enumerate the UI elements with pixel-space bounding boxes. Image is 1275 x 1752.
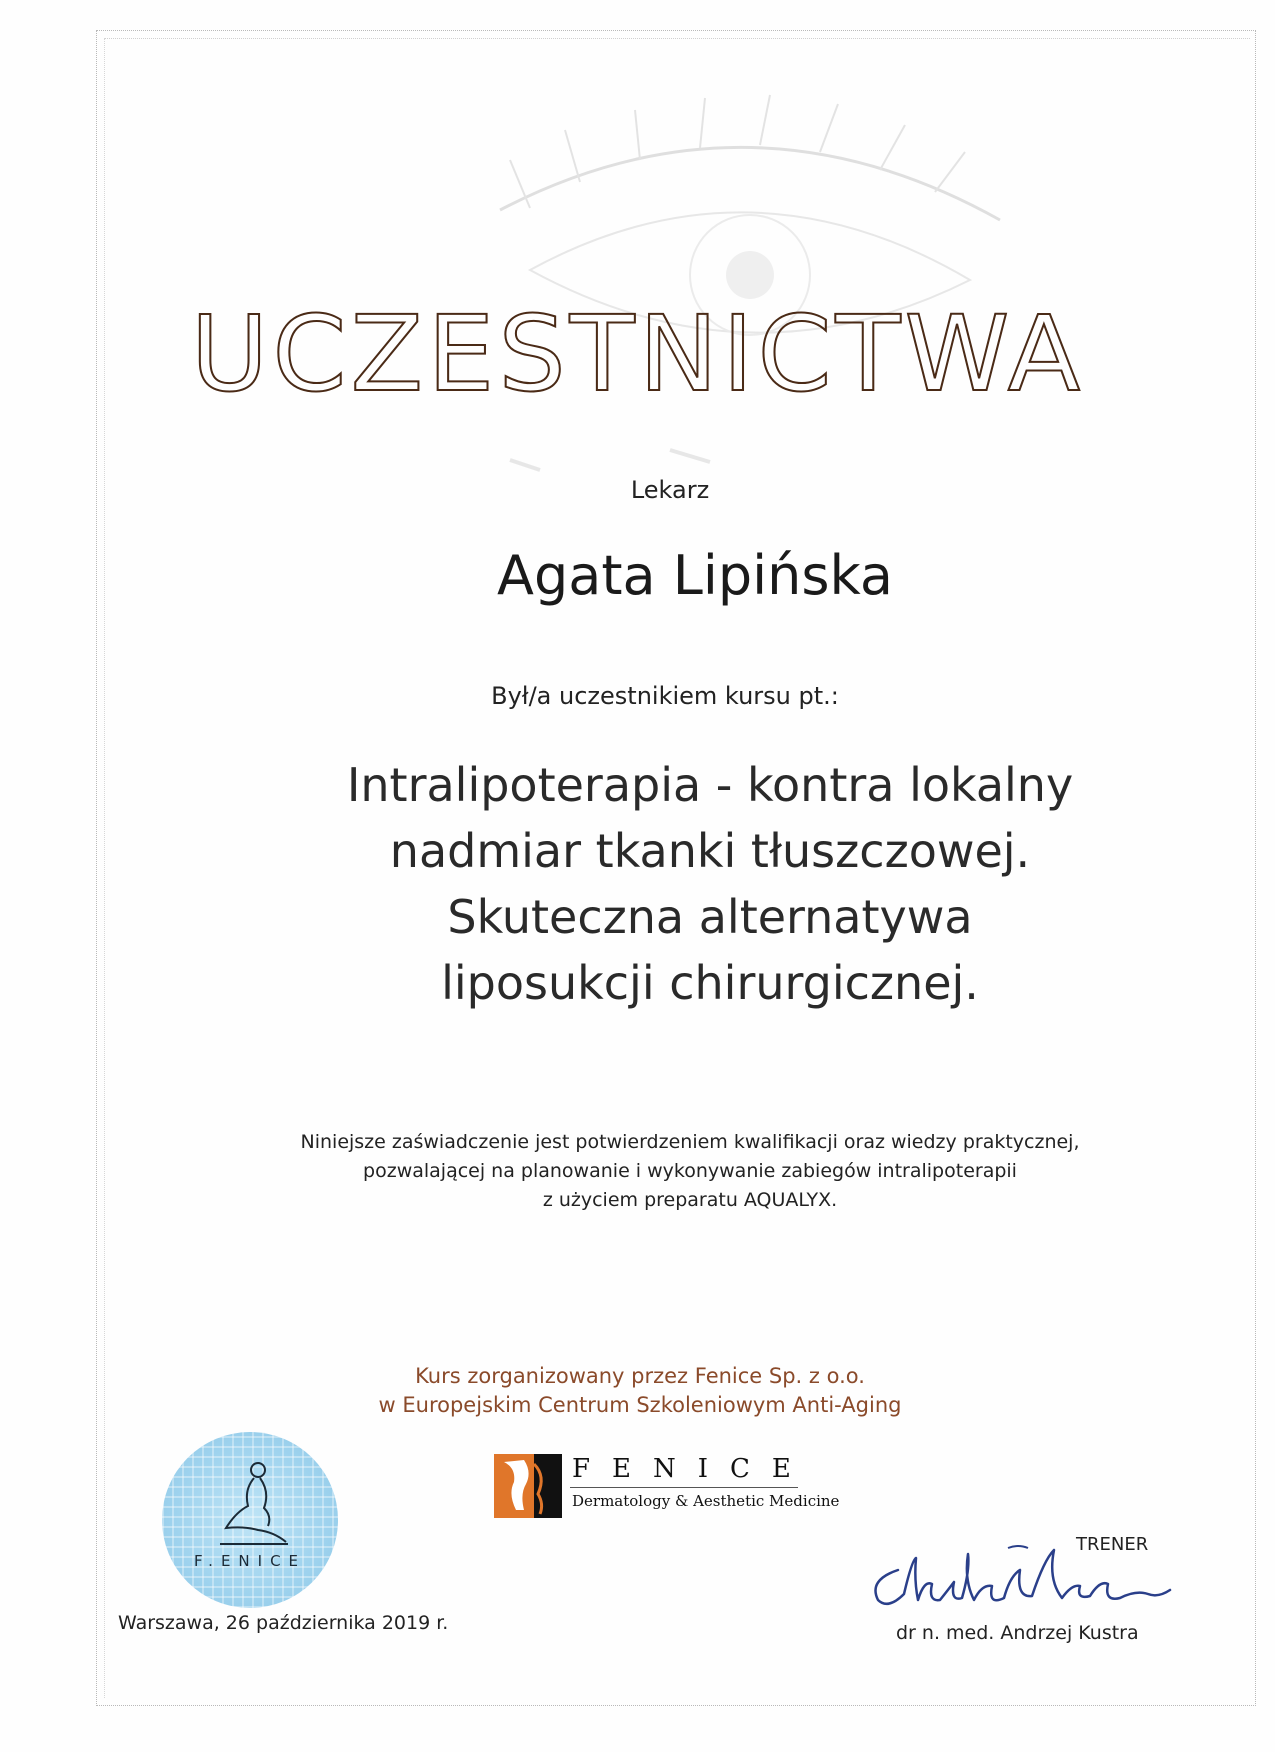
trainer-name: dr n. med. Andrzej Kustra <box>896 1622 1139 1644</box>
fenice-logo-icon <box>494 1454 562 1518</box>
stamp-label: F.ENICE <box>193 1552 307 1570</box>
course-title-line: nadmiar tkanki tłuszczowej. <box>389 824 1031 878</box>
statement-line: Niniejsze zaświadczenie jest potwierdzeniem kwalifikacji oraz wiedzy praktycznej, <box>300 1131 1080 1153</box>
course-title-line: Skuteczna alternatywa <box>447 890 973 944</box>
logo-divider <box>570 1487 798 1488</box>
course-title-line: Intralipoterapia - kontra lokalny <box>346 758 1074 812</box>
recipient-role: Lekarz <box>630 476 710 504</box>
statue-figure-icon <box>214 1460 294 1550</box>
recipient-name: Agata Lipińska <box>497 544 893 607</box>
organizer-text <box>340 1362 940 1420</box>
logo-wordmark: FENICE <box>572 1454 813 1484</box>
qualification-statement <box>250 1128 1130 1215</box>
trainer-signature <box>858 1540 1188 1630</box>
certificate-title-line1 <box>13 178 1263 286</box>
certificate-title-line2: UCZESTNICTWA <box>190 293 1085 415</box>
place-and-date: Warszawa, 26 października 2019 r. <box>118 1612 449 1634</box>
organizer-line: w Europejskim Centrum Szkoleniowym Anti-Aging <box>378 1393 902 1417</box>
statement-line: z użyciem preparatu AQUALYX. <box>542 1189 838 1211</box>
logo-subtitle: Dermatology & Aesthetic Medicine <box>572 1492 840 1510</box>
course-title-line: liposukcji chirurgicznej. <box>441 956 979 1010</box>
trainer-label: TRENER <box>1076 1534 1149 1555</box>
organizer-line: Kurs zorganizowany przez Fenice Sp. z o.o. <box>415 1364 865 1388</box>
statement-line: pozwalającej na planowanie i wykonywanie zabiegów intralipoterapii <box>363 1160 1017 1182</box>
course-title <box>260 752 1160 1016</box>
participant-text: Był/a uczestnikiem kursu pt.: <box>491 682 839 710</box>
fenice-stamp <box>162 1432 338 1608</box>
